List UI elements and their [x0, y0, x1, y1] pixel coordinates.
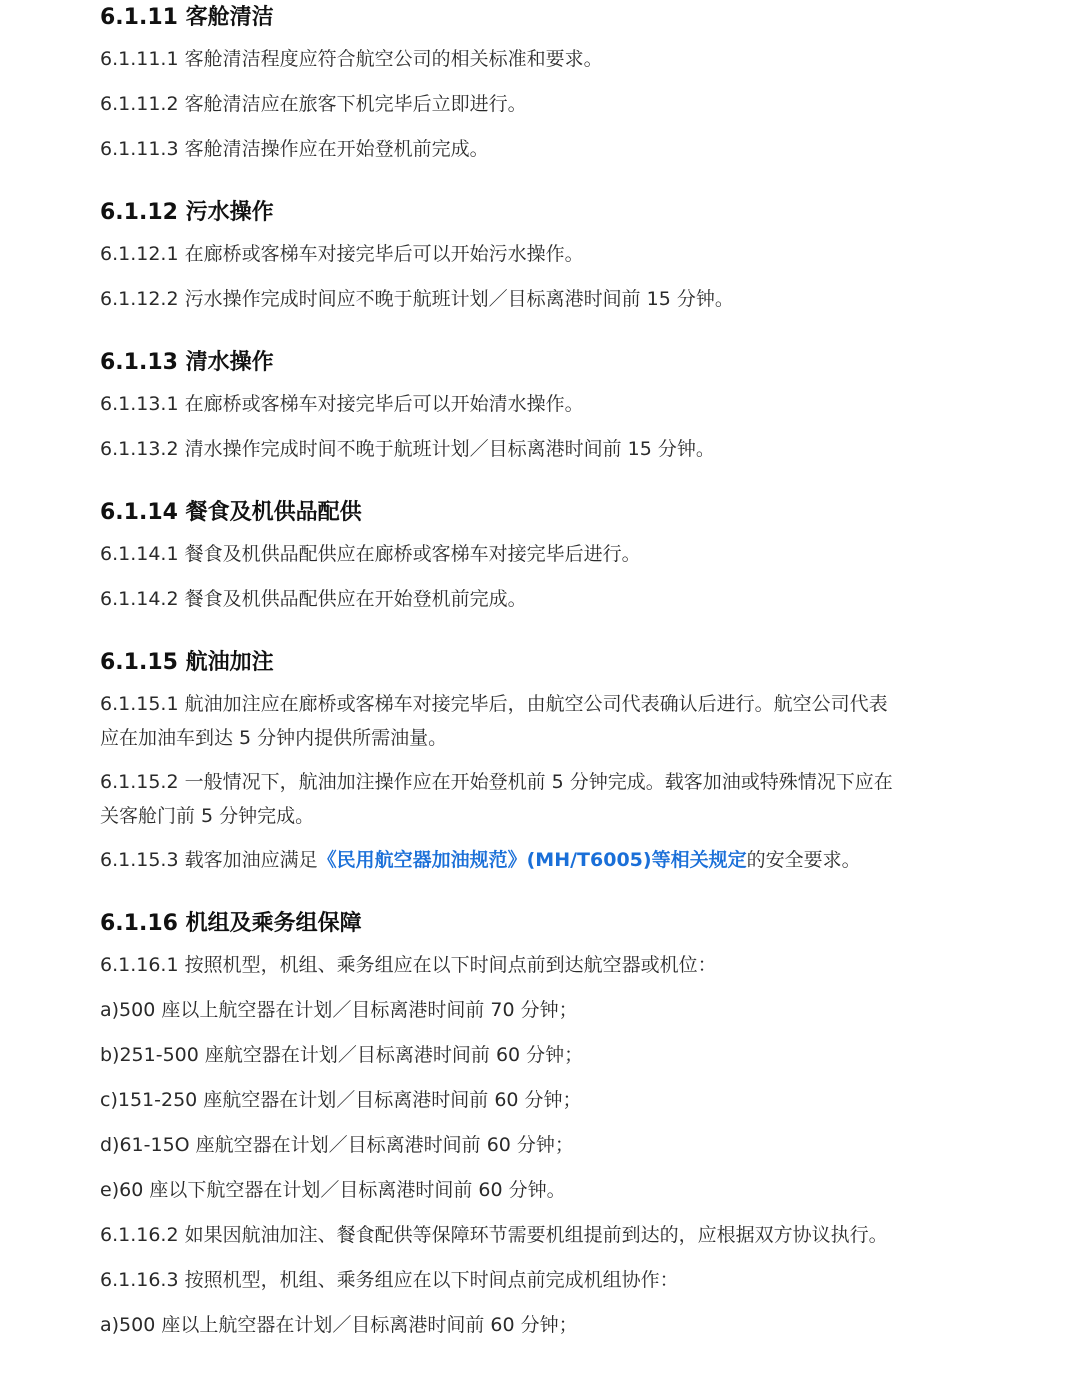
section-heading: 6.1.14 餐食及机供品配供: [100, 500, 362, 525]
paragraph-line: 6.1.15.2 一般情况下，航油加注操作应在开始登机前 5 分钟完成。载客加油或特殊情况下应在: [100, 771, 893, 793]
list-item: a)500 座以上航空器在计划／目标离港时间前 70 分钟；: [100, 999, 578, 1021]
paragraph: [100, 765, 980, 833]
regulation-link[interactable]: 《民用航空器加油规范》(MH/T6005)等相关规定: [317, 849, 747, 871]
paragraph: 6.1.12.2 污水操作完成时间应不晚于航班计划／目标离港时间前 15 分钟。: [100, 288, 734, 310]
section-heading: 6.1.16 机组及乘务组保障: [100, 911, 362, 936]
list-item: e)60 座以下航空器在计划／目标离港时间前 60 分钟。: [100, 1179, 566, 1201]
list-item: c)151-250 座航空器在计划／目标离港时间前 60 分钟；: [100, 1089, 582, 1111]
spacer: [100, 627, 980, 645]
section-6-1-11: [100, 0, 980, 177]
section-6-1-12: [100, 195, 980, 327]
section-heading: 6.1.11 客舱清洁: [100, 5, 274, 30]
paragraph: 6.1.13.2 清水操作完成时间不晚于航班计划／目标离港时间前 15 分钟。: [100, 438, 715, 460]
paragraph: 6.1.16.1 按照机型，机组、乘务组应在以下时间点前到达航空器或机位：: [100, 954, 717, 976]
list-item: b)251-500 座航空器在计划／目标离港时间前 60 分钟；: [100, 1044, 584, 1066]
paragraph-line: 6.1.15.1 航油加注应在廊桥或客梯车对接完毕后，由航空公司代表确认后进行。航空公司代表: [100, 693, 888, 715]
list-item: a)500 座以上航空器在计划／目标离港时间前 60 分钟；: [100, 1314, 578, 1336]
list-item: d)61-15O 座航空器在计划／目标离港时间前 60 分钟；: [100, 1134, 574, 1156]
section-6-1-15: [100, 645, 980, 888]
paragraph: 6.1.12.1 在廊桥或客梯车对接完毕后可以开始污水操作。: [100, 243, 584, 265]
section-6-1-16: [100, 906, 980, 1353]
spacer: [100, 327, 980, 345]
spacer: [100, 888, 980, 906]
paragraph: 6.1.14.1 餐食及机供品配供应在廊桥或客梯车对接完毕后进行。: [100, 543, 641, 565]
section-6-1-13: [100, 345, 980, 477]
paragraph: 6.1.14.2 餐食及机供品配供应在开始登机前完成。: [100, 588, 527, 610]
paragraph-line: 关客舱门前 5 分钟完成。: [100, 805, 315, 827]
paragraph: 6.1.13.1 在廊桥或客梯车对接完毕后可以开始清水操作。: [100, 393, 584, 415]
spacer: [100, 477, 980, 495]
paragraph: 6.1.11.2 客舱清洁应在旅客下机完毕后立即进行。: [100, 93, 527, 115]
paragraph: 6.1.11.1 客舱清洁程度应符合航空公司的相关标准和要求。: [100, 48, 603, 70]
section-heading: 6.1.12 污水操作: [100, 200, 274, 225]
paragraph-line: 应在加油车到达 5 分钟内提供所需油量。: [100, 727, 448, 749]
section-heading: 6.1.15 航油加注: [100, 650, 274, 675]
spacer: [100, 177, 980, 195]
paragraph-text: 6.1.15.3 载客加油应满足: [100, 849, 318, 871]
paragraph: 6.1.16.2 如果因航油加注、餐食配供等保障环节需要机组提前到达的，应根据双方协议执行。: [100, 1224, 888, 1246]
paragraph: 6.1.11.3 客舱清洁操作应在开始登机前完成。: [100, 138, 489, 160]
paragraph: [100, 687, 980, 755]
section-heading: 6.1.13 清水操作: [100, 350, 274, 375]
paragraph-text: 的安全要求。: [746, 849, 861, 871]
paragraph: [100, 843, 980, 888]
section-6-1-14: [100, 495, 980, 627]
paragraph: 6.1.16.3 按照机型，机组、乘务组应在以下时间点前完成机组协作：: [100, 1269, 679, 1291]
